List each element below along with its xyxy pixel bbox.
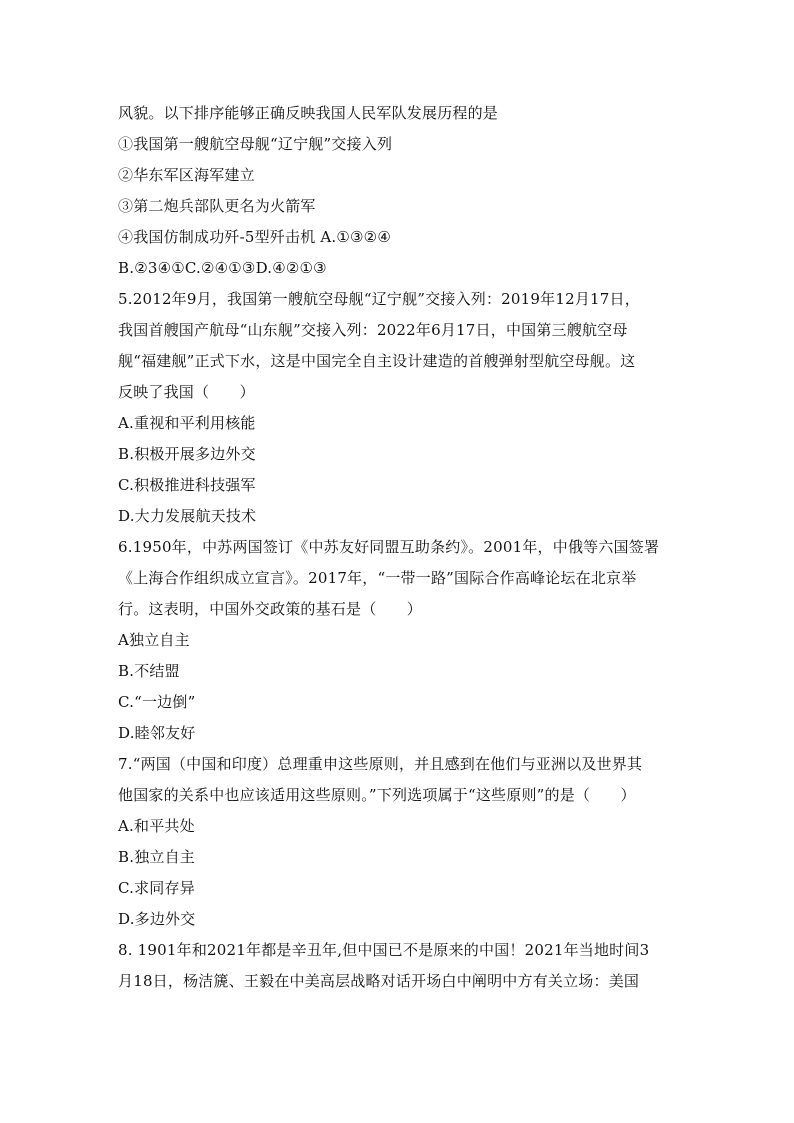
question-8-stem: 月18日，杨洁篪、王毅在中美高层战略对话开场白中阐明中方有关立场：美国 [118,972,640,990]
question-6-choice-d: D.睦邻友好 [118,724,196,742]
question-7-choice-d: D.多边外交 [118,910,196,928]
question-5-stem: 反映了我国（ ） [118,383,255,401]
question-5-choice-d: D.大力发展航天技术 [118,507,257,525]
question-7-choice-a: A.和平共处 [118,817,195,835]
question-6-stem: 6.1950年，中苏两国签订《中苏友好同盟互助条约》。2001年，中俄等六国签署 [118,538,660,556]
question-5-stem: 5.2012年9月，我国第一艘航空母舰“辽宁舰”交接入列：2019年12月17日， [118,290,640,308]
question-5-choice-b: B.积极开展多边外交 [118,445,256,463]
option-line: ④我国仿制成功歼-5型歼击机 A.①③②④ [118,228,391,246]
option-line: ②华东军区海军建立 [118,166,255,184]
question-8-stem: 8. 1901年和2021年都是辛丑年,但中国已不是原来的中国！2021年当地时间3 [118,941,650,959]
question-6-stem: 行。这表明，中国外交政策的基石是（ ） [118,600,423,618]
question-6-stem: 《上海合作组织成立宣言》。2017年，“一带一路”国际合作高峰论坛在北京举 [118,569,637,587]
question-6-choice-c: C.“一边倒” [118,693,196,711]
question-6-choice-b: B.不结盟 [118,662,180,680]
question-5-stem: 我国首艘国产航母“山东舰”交接入列：2022年6月17日，中国第三艘航空母 [118,321,628,339]
option-line: ①我国第一艘航空母舰“辽宁舰”交接入列 [118,135,393,153]
answer-choices-line: B.②3④①C.②④①③D.④②①③ [118,259,327,277]
question-5-choice-a: A.重视和平利用核能 [118,414,256,432]
question-5-stem: 舰“福建舰”正式下水，这是中国完全自主设计建造的首艘弹射型航空母舰。这 [118,352,636,370]
question-7-stem: 他国家的关系中也应该适用这些原则。”下列选项属于“这些原则”的是（ ） [118,786,636,804]
option-line: ③第二炮兵部队更名为火箭军 [118,197,316,215]
question-7-choice-b: B.独立自主 [118,848,195,866]
question-7-stem: 7.“两国（中国和印度）总理重申这些原则，并且感到在他们与亚洲以及世界其 [118,755,643,773]
question-7-choice-c: C.求同存异 [118,879,195,897]
question-5-choice-c: C.积极推进科技强军 [118,476,256,494]
text-line: 风貌。以下排序能够正确反映我国人民军队发展历程的是 [118,104,499,122]
question-6-choice-a: A独立自主 [118,631,190,649]
